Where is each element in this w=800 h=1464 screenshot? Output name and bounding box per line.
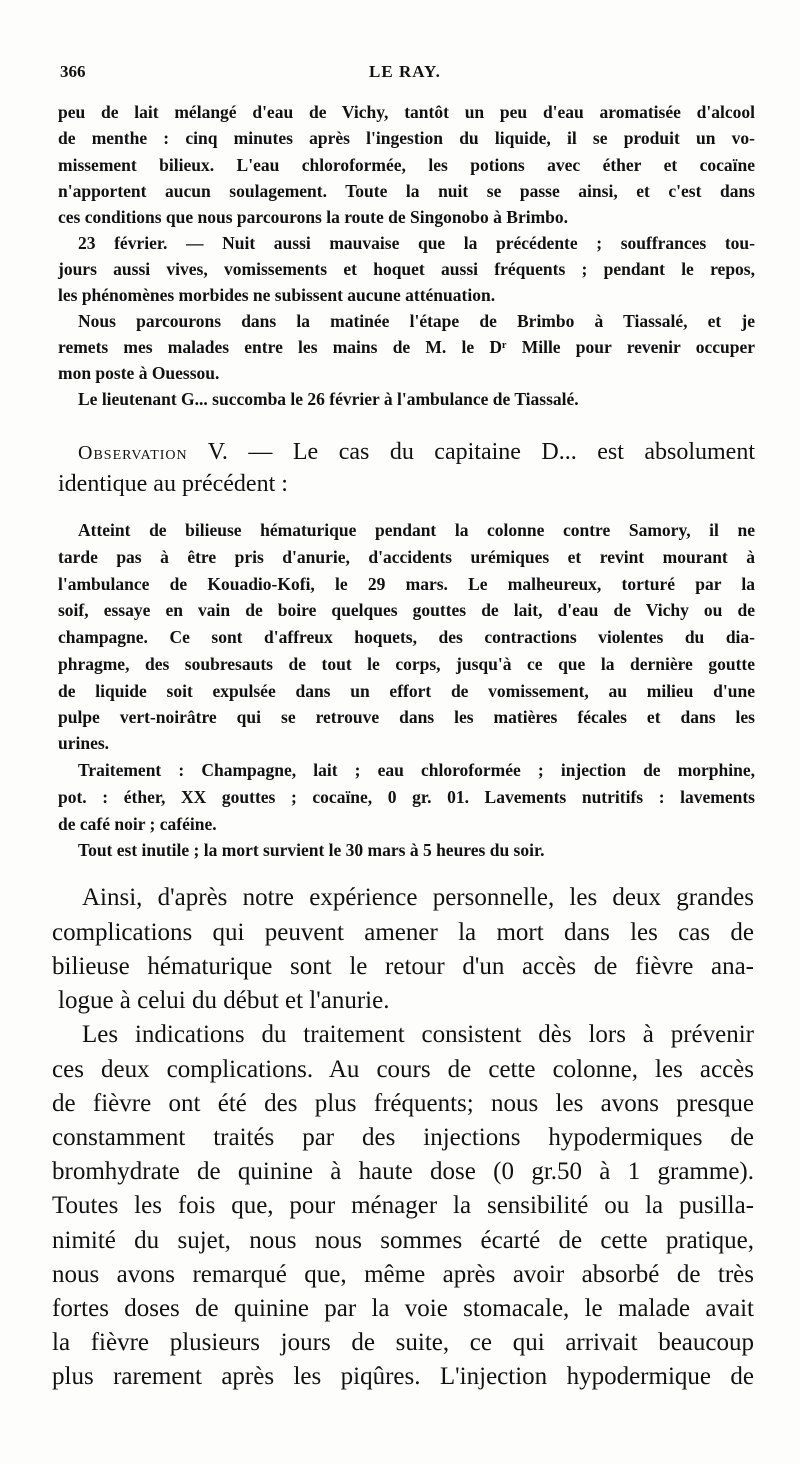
- para9-line: constamment traités par des injections hypodermiques de: [52, 1124, 754, 1151]
- para9-line: bromhydrate de quinine à haute dose (0 gr.50 à 1 gramme).: [52, 1158, 754, 1185]
- para8-line: bilieuse hématurique sont le retour d'un accès de fièvre ana-: [52, 953, 754, 980]
- para9-line: Toutes les fois que, pour ménager la sensibilité ou la pusilla-: [52, 1192, 754, 1219]
- para5-line: champagne. Ce sont d'affreux hoquets, des contractions violentes du dia-: [58, 627, 755, 647]
- para4-line: Le lieutenant G... succomba le 26 février à l'ambulance de Tiassalé.: [78, 389, 579, 409]
- para9-line: la fièvre plusieurs jours de suite, ce qui arrivait beaucoup: [52, 1329, 754, 1356]
- para1-line: de menthe : cinq minutes après l'ingestion du liquide, il se produit un vo-: [58, 128, 755, 148]
- para9-line: nous avons remarqué que, même après avoir absorbé de très: [52, 1261, 754, 1288]
- para1-line: ces conditions que nous parcourons la route de Singonobo à Brimbo.: [58, 207, 569, 227]
- para6-line: pot. : éther, XX gouttes ; cocaïne, 0 gr. 01. Lavements nutritifs : lavements: [58, 787, 755, 807]
- para1-line: peu de lait mélangé d'eau de Vichy, tantôt un peu d'eau aromatisée d'alcool: [58, 102, 755, 122]
- para8-line: Ainsi, d'après notre expérience personnelle, les deux grandes: [82, 884, 754, 911]
- para9-line: fortes doses de quinine par la voie stomacale, le malade avait: [52, 1295, 754, 1322]
- para5-line: de liquide soit expulsée dans un effort de vomissement, au milieu d'une: [58, 681, 755, 701]
- para3-line: Nous parcourons dans la matinée l'étape de Brimbo à Tiassalé, et je: [78, 311, 755, 331]
- observation-heading-line2: identique au précédent :: [58, 471, 288, 497]
- para1-line: missement bilieux. L'eau chloroformée, les potions avec éther et cocaïne: [58, 155, 755, 175]
- para5-line: urines.: [58, 733, 110, 753]
- observation-heading: [78, 440, 755, 464]
- para6-line: Traitement : Champagne, lait ; eau chloroformée ; injection de morphine,: [78, 760, 755, 780]
- para2-line: jours aussi vives, vomissements et hoquet aussi fréquents ; pendant le repos,: [58, 259, 755, 279]
- para8-line: complications qui peuvent amener la mort dans les cas de: [52, 919, 754, 946]
- para5-line: pulpe vert-noirâtre qui se retrouve dans les matières fécales et dans les: [58, 707, 755, 727]
- para8-line: logue à celui du début et l'anurie.: [58, 987, 390, 1014]
- para5-line: soif, essaye en vain de boire quelques gouttes de lait, d'eau de Vichy ou de: [58, 600, 755, 620]
- observation-title: V. — Le cas du capitaine D... est absolument: [187, 439, 755, 465]
- para3-line: remets mes malades entre les mains de M. le Dʳ Mille pour revenir occuper: [58, 337, 755, 357]
- para2-line: 23 février. — Nuit aussi mauvaise que la précédente ; souffrances tou-: [78, 233, 755, 253]
- running-title: LE RAY.: [369, 62, 441, 81]
- para9-line: Les indications du traitement consistent dès lors à prévenir: [82, 1021, 754, 1048]
- para1-line: n'apportent aucun soulagement. Toute la nuit se passe ainsi, et c'est dans: [58, 181, 755, 201]
- para5-line: Atteint de bilieuse hématurique pendant la colonne contre Samory, il ne: [78, 520, 755, 540]
- para2-line: les phénomènes morbides ne subissent aucune atténuation.: [58, 285, 496, 305]
- para5-line: phragme, des soubresauts de tout le corps, jusqu'à ce que la dernière goutte: [58, 654, 755, 674]
- para7-line: Tout est inutile ; la mort survient le 30 mars à 5 heures du soir.: [78, 840, 545, 860]
- para6-line: de café noir ; caféine.: [58, 814, 217, 834]
- para5-line: tarde pas à être pris d'anurie, d'accidents urémiques et revint mourant à: [58, 547, 755, 567]
- para9-line: nimité du sujet, nous nous sommes écarté de cette pratique,: [52, 1227, 754, 1254]
- para5-line: l'ambulance de Kouadio-Kofi, le 29 mars. Le malheureux, torturé par la: [58, 574, 755, 594]
- para9-line: de fièvre ont été des plus fréquents; nous les avons presque: [52, 1090, 754, 1117]
- running-header: [60, 62, 750, 88]
- para9-line: ces deux complications. Au cours de cette colonne, les accès: [52, 1056, 754, 1083]
- para3-line: mon poste à Ouessou.: [58, 363, 220, 383]
- observation-label: Observation: [78, 442, 188, 464]
- page-number: 366: [60, 62, 86, 81]
- para9-line: plus rarement après les piqûres. L'injection hypodermique de: [52, 1363, 754, 1390]
